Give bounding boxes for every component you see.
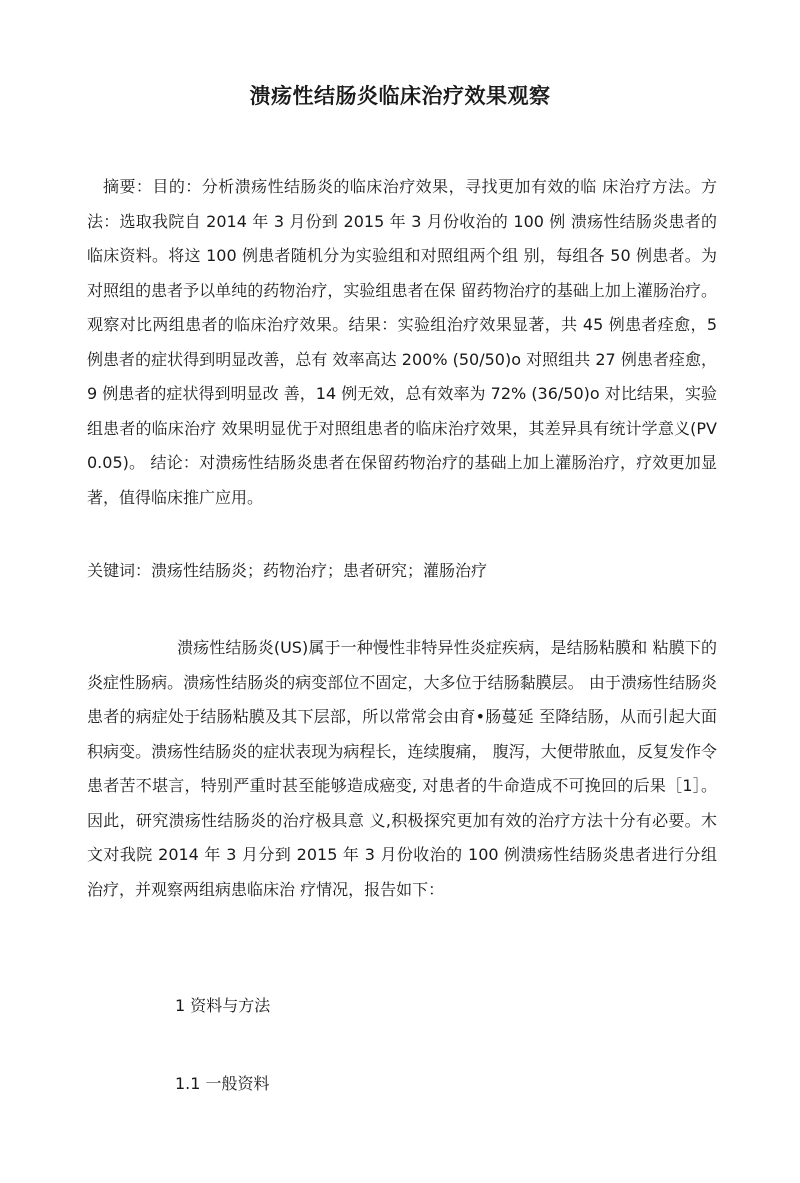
keywords-line: 关键词：溃疡性结肠炎；药物治疗；患者研究；灌肠治疗 bbox=[87, 561, 488, 580]
section-heading-1-1: 1.1 一般资料 bbox=[175, 1074, 270, 1093]
page-title: 溃疡性结肠炎临床治疗效果观察 bbox=[249, 84, 551, 108]
section-heading-1: 1 资料与方法 bbox=[175, 996, 271, 1015]
intro-paragraph: 溃疡性结肠炎(US)属于一种慢性非特异性炎症疾病，是结肠粘膜和 粘膜下的炎症性肠病。溃疡性结肠炎的病变部位不固定，大多位于结肠黏膜层。 由于溃疡性结肠炎患者的病症处于结肠粘膜及其下层部，所以常常会由育•肠蔓延 至降结肠，从而引起大面积病变。溃疡性结肠炎的症状表现为病程长，连续腹痛， 腹泻，大便带脓血，反复发作令患者苦不堪言，特别严重时甚至能够造成癌变, 对患者的牛命造成不可挽回的后果［1］。因此，研究溃疡性结肠炎的治疗极具意 义,积极探究更加有效的治疗方法十分有必要。木文对我院 2014 年 3 月分到 2015 年 3 月份收治的 100 例溃疡性结肠炎患者进行分组治疗，并观察两组病患临床治 疗情况，报告如下： bbox=[87, 638, 717, 899]
abstract-paragraph: 摘要：目的：分析溃疡性结肠炎的临床治疗效果，寻找更加有效的临 床治疗方法。方法：选取我院自 2014 年 3 月份到 2015 年 3 月份收治的 100 例 溃疡性结肠炎患者的临床资料。将这 100 例患者随机分为实验组和对照组两个组 别，每组各 50 例患者。为对照组的患者予以单纯的药物治疗，实验组患者在保 留药物治疗的基础上加上灌肠治疗。观察对比两组患者的临床治疗效果。结果：实验组治疗效果显著，共 45 例患者痊愈，5 例患者的症状得到明显改善，总有 效率高达 200% (50/50)o 对照组共 27 例患者痊愈，9 例患者的症状得到明显改 善，14 例无效，总有效率为 72% (36/50)o 对比结果，实验组患者的临床治疗 效果明显优于对照组患者的临床治疗效果，其差异具有统计学意义(PV0.05)。 结论：对溃疡性结肠炎患者在保留药物治疗的基础上加上灌肠治疗，疗效更加显 著，值得临床推广应用。 bbox=[87, 177, 717, 507]
